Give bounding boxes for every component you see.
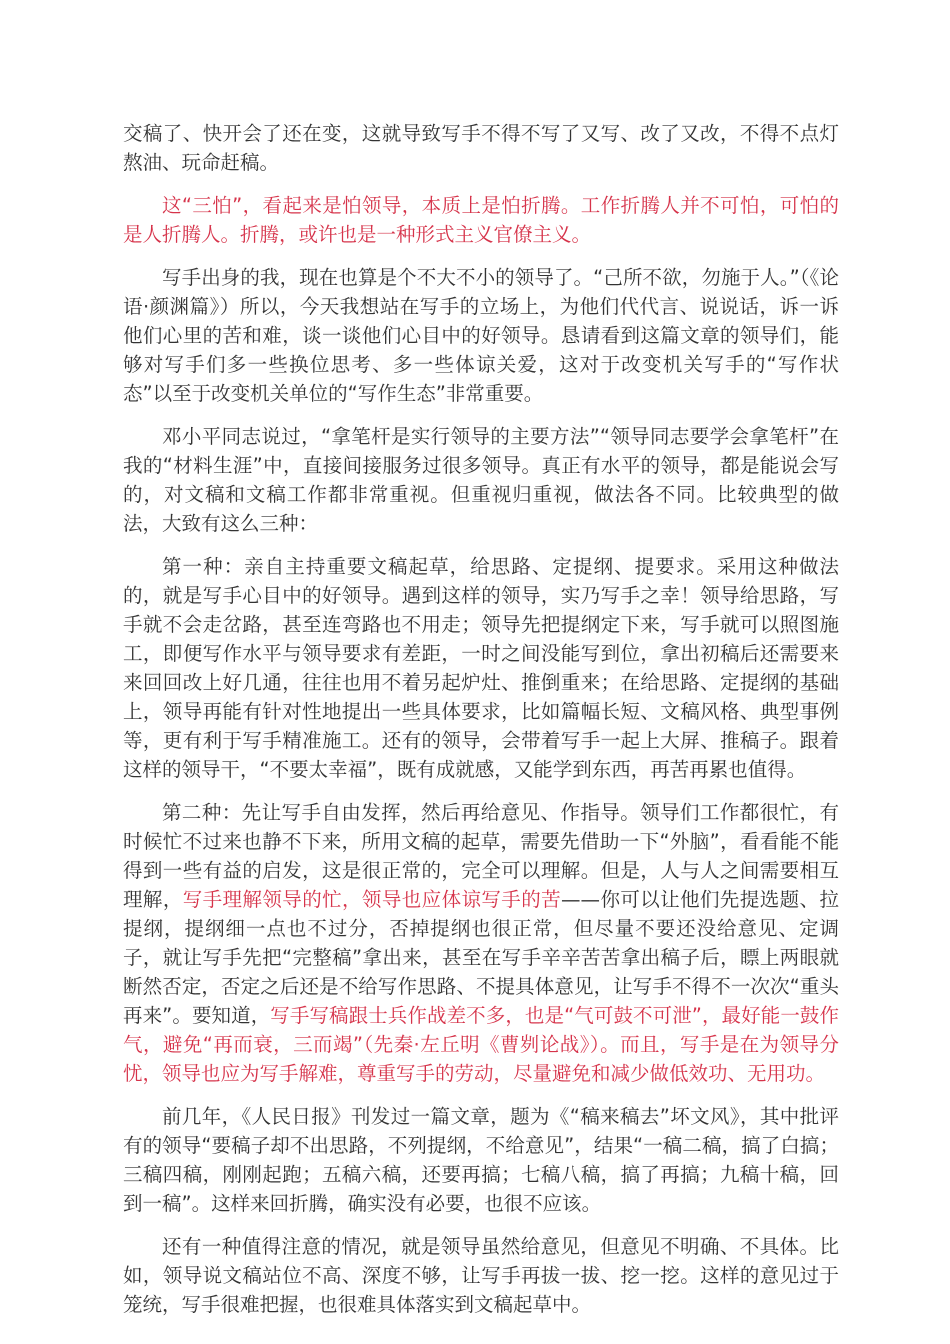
highlight-text: 写手写稿跟士兵作战差不多，也是“气可鼓不可泄”，最好能一鼓作气，避免“再而衰，三而竭”（先秦·左丘明《曹刿论战》）。而且，写手是在为领导分忧，领导也应为写手解难，尊重写手的劳动，尽量避免和减少做低效功、无用功。 <box>123 1004 839 1085</box>
paragraph <box>123 552 839 784</box>
text-segment: 第一种：亲自主持重要文稿起草，给思路、定提纲、提要求。采用这种做法的，就是写手心目中的好领导。遇到这样的领导，实乃写手之幸！领导给思路，写手就不会走岔路，甚至连弯路也不用走；领导先把提纲定下来，写手就可以照图施工，即便写作水平与领导要求有差距，一时之间没能写到位，拿出初稿后还需要来来回回改上好几通，往往也用不着另起炉灶、推倒重来；在给思路、定提纲的基础上，领导再能有针对性地提出一些具体要求，比如篇幅长短、文稿风格、典型事例等，更有利于写手精准施工。还有的领导，会带着写手一起上大屏、推稿子。跟着这样的领导干，“不要太幸福”，既有成就感，又能学到东西，再苦再累也值得。 <box>123 555 839 781</box>
highlight-text: 写手理解领导的忙，领导也应体谅写手的苦 <box>182 888 562 911</box>
paragraph-highlight <box>123 191 839 249</box>
text-segment: 写手出身的我，现在也算是个不大不小的领导了。“己所不欲，勿施于人。”（《论语·颜渊篇》）所以，今天我想站在写手的立场上，为他们代代言、说说话，诉一诉他们心里的苦和难，谈一谈他们心目中的好领导。恳请看到这篇文章的领导们，能够对写手们多一些换位思考、多一些体谅关爱，这对于改变机关写手的“写作状态”以至于改变机关单位的“写作生态”非常重要。 <box>123 266 839 405</box>
text-segment: 前几年，《人民日报》刊发过一篇文章，题为《“稿来稿去”坏文风》，其中批评有的领导“要稿子却不出思路，不列提纲，不给意见”，结果“一稿二稿，搞了白搞；三稿四稿，刚刚起跑；五稿六稿，还要再搞；七稿八稿，搞了再搞；九稿十稿，回到一稿”。这样来回折腾，确实没有必要，也很不应该。 <box>123 1105 839 1215</box>
highlight-text: 这“三怕”，看起来是怕领导，本质上是怕折腾。工作折腾人并不可怕，可怕的是人折腾人。折腾，或许也是一种形式主义官僚主义。 <box>123 194 839 246</box>
text-segment: 邓小平同志说过，“拿笔杆是实行领导的主要方法”“领导同志要学会拿笔杆”在我的“材料生涯”中，直接间接服务过很多领导。真正有水平的领导，都是能说会写的，对文稿和文稿工作都非常重视。但重视归重视，做法各不同。比较典型的做法，大致有这么三种： <box>123 425 839 535</box>
article-body <box>123 119 839 1333</box>
text-segment: ——你可以让他们先提选题、拉提纲，提纲细一点也不过分，否掉提纲也很正常，但尽量不要还没给意见、定调子，就让写手先把“完整稿”拿出来，甚至在写手辛辛苦苦拿出稿子后，瞟上两眼就断然否定，否定之后还是不给写作思路、不提具体意见，让写手不得不一次次“重头再来”。要知道， <box>123 888 839 1027</box>
paragraph <box>123 798 839 1088</box>
paragraph <box>123 119 839 177</box>
paragraph <box>123 1102 839 1218</box>
text-segment: 第二种：先让写手自由发挥，然后再给意见、作指导。领导们工作都很忙，有时候忙不过来也静不下来，所用文稿的起草，需要先借助一下“外脑”，看看能不能得到一些有益的启发，这是很正常的，完全可以理解。但是，人与人之间需要相互理解， <box>123 801 839 911</box>
text-segment: 还有一种值得注意的情况，就是领导虽然给意见，但意见不明确、不具体。比如，领导说文稿站位不高、深度不够，让写手再拔一拔、挖一挖。这样的意见过于笼统，写手很难把握，也很难具体落实到文稿起草中。 <box>123 1235 839 1316</box>
paragraph <box>123 263 839 408</box>
text-segment: 交稿了、快开会了还在变，这就导致写手不得不写了又写、改了又改，不得不点灯熬油、玩命赶稿。 <box>123 122 839 174</box>
paragraph <box>123 1232 839 1319</box>
paragraph <box>123 422 839 538</box>
